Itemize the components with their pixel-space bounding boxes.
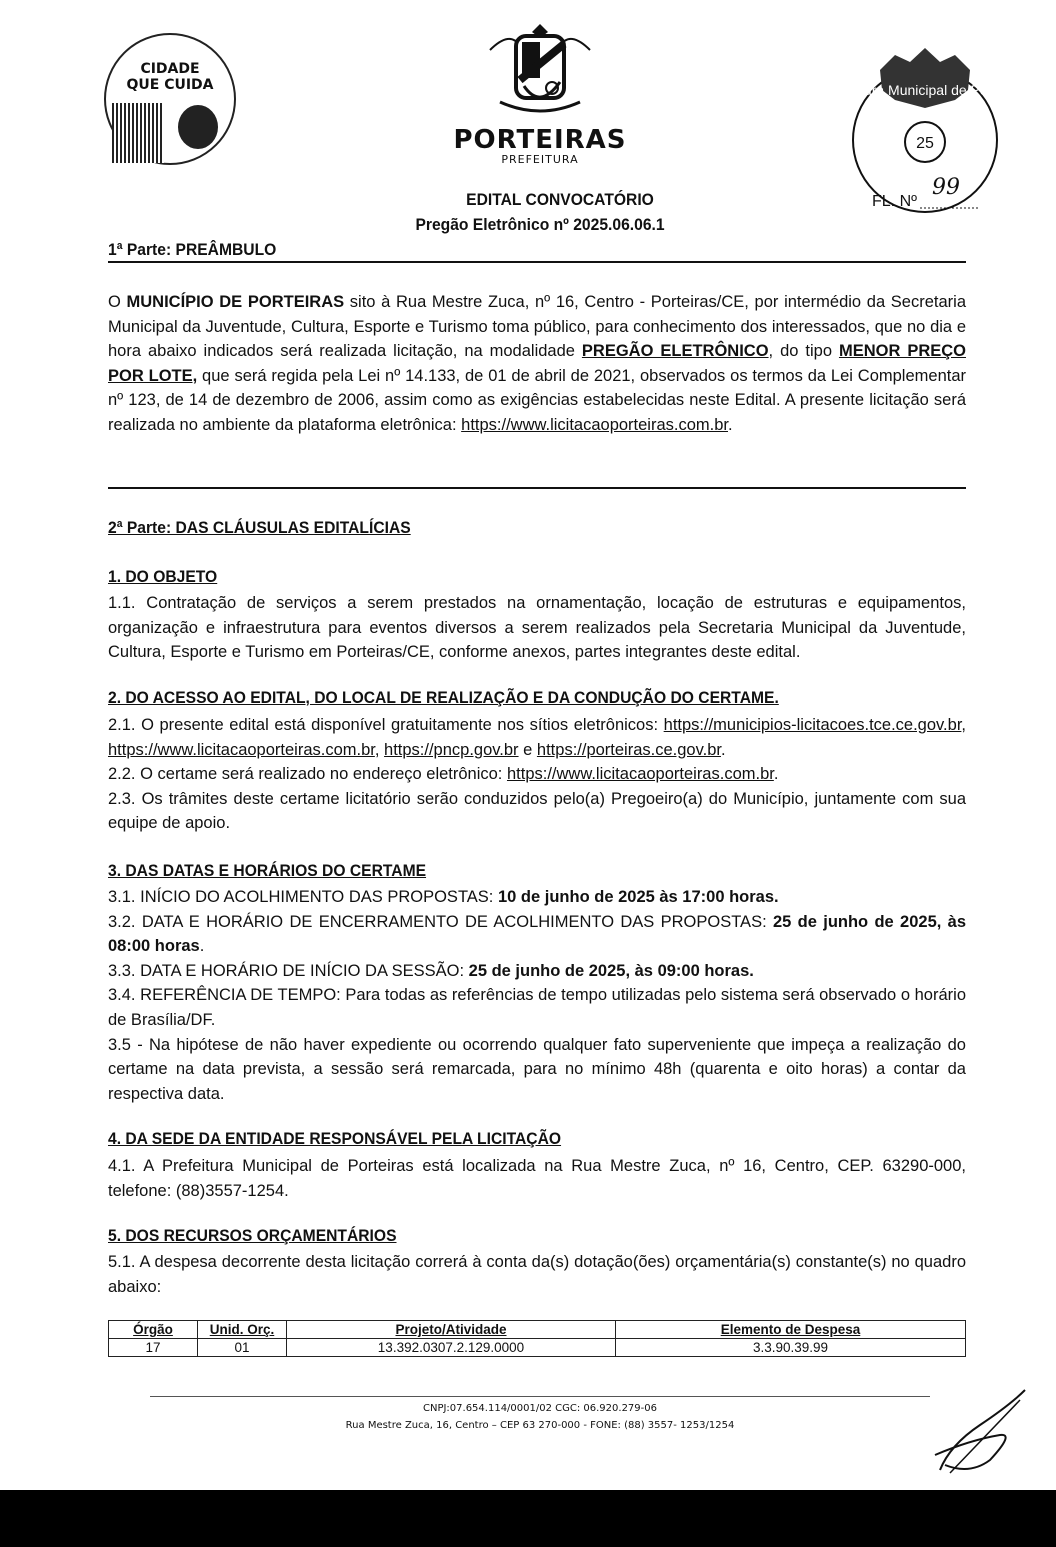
section4-paragraph: 4.1. A Prefeitura Municipal de Porteiras está localizada na Rua Mestre Zuca, nº 16, Centro, CEP. 63290-000, telefone: (88)3557-1254.	[108, 1157, 966, 1200]
brand-name: PORTEIRAS	[453, 125, 627, 155]
preamble-text: , do tipo	[768, 342, 839, 361]
section1-body	[108, 591, 966, 665]
tce-link[interactable]: https://municipios-licitacoes.tce.ce.gov.br	[663, 716, 962, 734]
licitacao-link[interactable]: https://www.licitacaoporteiras.com.br	[506, 765, 774, 784]
edital-subtitle: Pregão Eletrônico nº 2025.06.06.1	[415, 215, 665, 234]
table-header: Órgão	[109, 1321, 198, 1339]
section5-heading: 5. DOS RECURSOS ORÇAMENTÁRIOS	[108, 1226, 397, 1245]
table-cell: 01	[198, 1339, 287, 1357]
edital-title: EDITAL CONVOCATÓRIO	[466, 190, 654, 209]
preamble-bold: MENOR PREÇO POR LOTE,	[108, 342, 966, 385]
section3-bold: 10 de junho de 2025 às 17:00 horas.	[497, 888, 779, 906]
scan-bottom-bar	[0, 1490, 1056, 1547]
part1-heading: 1ª Parte: PREÂMBULO	[108, 240, 277, 259]
platform-link[interactable]: https://www.licitacaoporteiras.com.br	[461, 415, 728, 434]
preamble-text: .	[728, 415, 733, 434]
divider	[108, 487, 966, 489]
pncp-link[interactable]: https://pncp.gov.br	[384, 740, 519, 759]
logo-drop-shape	[178, 105, 218, 149]
stamp-folio-value: 99	[932, 175, 960, 200]
table-cell: 13.392.0307.2.129.0000	[287, 1339, 616, 1357]
footer-line1: CNPJ:07.654.114/0001/02 CGC: 06.920.279-06	[422, 1403, 657, 1414]
preamble-bold: MUNICÍPIO DE PORTEIRAS	[126, 293, 345, 311]
table-header: Projeto/Atividade	[287, 1321, 616, 1339]
licitacao-link[interactable]: https://www.licitacaoporteiras.com.br	[108, 740, 375, 759]
table-row	[109, 1339, 966, 1357]
section3-body	[108, 885, 966, 1106]
section5-paragraph: 5.1. A despesa decorrente desta licitação correrá à conta da(s) dotação(ões) orçamentária(s) constante(s) no quadro abaixo:	[108, 1253, 966, 1296]
section3-paragraph: 3.4. REFERÊNCIA DE TEMPO: Para todas as referências de tempo utilizadas pelo sistema será observado o horário de Brasília/DF.	[108, 986, 966, 1029]
preamble-bold: PREGÃO ELETRÔNICO	[581, 342, 769, 361]
section1-paragraph: 1.1. Contratação de serviços a serem prestados na ornamentação, locação de estruturas e equipamentos, organização e infraestrutura para eventos diversos a serem realizados pela Secretaria Municipal da Juventude, Cultura, Esporte e Turismo em Porteiras/CE, conforme anexos, partes integrantes deste edital.	[108, 594, 966, 662]
divider	[108, 261, 966, 263]
section3-text: 3.2. DATA E HORÁRIO DE ENCERRAMENTO DE ACOLHIMENTO DAS PROPOSTAS:	[108, 912, 773, 931]
table-header: Elemento de Despesa	[616, 1321, 966, 1339]
table-cell: 17	[109, 1339, 198, 1357]
separator: ,	[374, 740, 385, 759]
section1-heading: 1. DO OBJETO	[108, 567, 218, 586]
preamble-text: que será regida pela Lei nº 14.133, de 01 de abril de 2021, observados os termos da Lei Complementar nº 123, de 14 de dezembro de 2006, assim como as exigências estabelecidas neste Edital. A presente licitação será realizada no ambiente da plataforma eletrônica:	[108, 366, 967, 434]
footer-divider	[150, 1396, 930, 1397]
stamp-number: 25	[916, 135, 934, 152]
stamp-folio-label: FL. Nº	[872, 193, 917, 210]
table-header: Unid. Orç.	[198, 1321, 287, 1339]
section4-heading: 4. DA SEDE DA ENTIDADE RESPONSÁVEL PELA LICITAÇÃO	[108, 1129, 562, 1148]
separator: .	[199, 937, 205, 956]
table-header-row	[109, 1321, 966, 1339]
section5-body	[108, 1250, 966, 1299]
stamp-text: Prefeitura Municipal de Porteiras	[823, 82, 1027, 98]
logo-text-line1: CIDADE	[140, 61, 200, 77]
preamble-text: O	[108, 293, 127, 311]
separator: .	[773, 765, 779, 784]
separator: .	[720, 740, 726, 759]
cidade-que-cuida-logo	[104, 33, 236, 165]
logo-text-line2: QUE CUIDA	[126, 77, 214, 93]
porteiras-brand	[440, 20, 640, 166]
preamble-text: sito à Rua Mestre Zuca, nº 16, Centro - Porteiras/CE, por intermédio da Secretaria Municipal da Juventude, Cultura, Esporte e Turismo toma público, para conhecimento dos interessados, que no dia e hora abaixo indicados será realizada licitação, na modalidade	[108, 293, 967, 361]
part2-heading: 2ª Parte: DAS CLÁUSULAS EDITALÍCIAS	[108, 518, 411, 537]
section3-bold: 25 de junho de 2025, às 08:00 horas	[108, 912, 966, 956]
protocol-stamp	[823, 30, 1027, 215]
table-cell: 3.3.90.39.99	[616, 1339, 966, 1357]
budget-table	[108, 1320, 966, 1357]
logo-hatch-shape	[112, 103, 164, 163]
porteiras-crest-icon	[480, 20, 600, 118]
section3-bold: 25 de junho de 2025, às 09:00 horas.	[468, 961, 754, 980]
section2-paragraph: 2.3. Os trâmites deste certame licitatório serão conduzidos pelo(a) Pregoeiro(a) do Município, juntamente com sua equipe de apoio.	[108, 789, 966, 833]
footer-line2: Rua Mestre Zuca, 16, Centro – CEP 63 270-000 - FONE: (88) 3557- 1253/1254	[345, 1420, 735, 1431]
section2-heading: 2. DO ACESSO AO EDITAL, DO LOCAL DE REALIZAÇÃO E DA CONDUÇÃO DO CERTAME.	[108, 688, 779, 707]
section2-text: 2.1. O presente edital está disponível gratuitamente nos sítios eletrônicos:	[108, 716, 664, 734]
section3-heading: 3. DAS DATAS E HORÁRIOS DO CERTAME	[108, 861, 427, 880]
separator: e	[518, 740, 537, 759]
porteiras-link[interactable]: https://porteiras.ce.gov.br	[536, 740, 721, 759]
section3-text: 3.1. INÍCIO DO ACOLHIMENTO DAS PROPOSTAS:	[108, 888, 498, 906]
section2-text: 2.2. O certame será realizado no endereço eletrônico:	[108, 765, 507, 784]
preamble-paragraph	[108, 290, 966, 438]
section2-body	[108, 713, 966, 836]
section4-body	[108, 1154, 966, 1203]
separator: ,	[961, 716, 966, 734]
section3-paragraph: 3.5 - Na hipótese de não haver expediente ou ocorrendo qualquer fato superveniente que impeça a realização do certame na data prevista, a sessão será remarcada, para no mínimo 48h (quarenta e oito horas) a contar da respectiva data.	[108, 1035, 966, 1103]
section3-text: 3.3. DATA E HORÁRIO DE INÍCIO DA SESSÃO:	[108, 961, 469, 980]
signature-mark	[930, 1385, 1030, 1480]
brand-sub: PREFEITURA	[501, 153, 579, 166]
